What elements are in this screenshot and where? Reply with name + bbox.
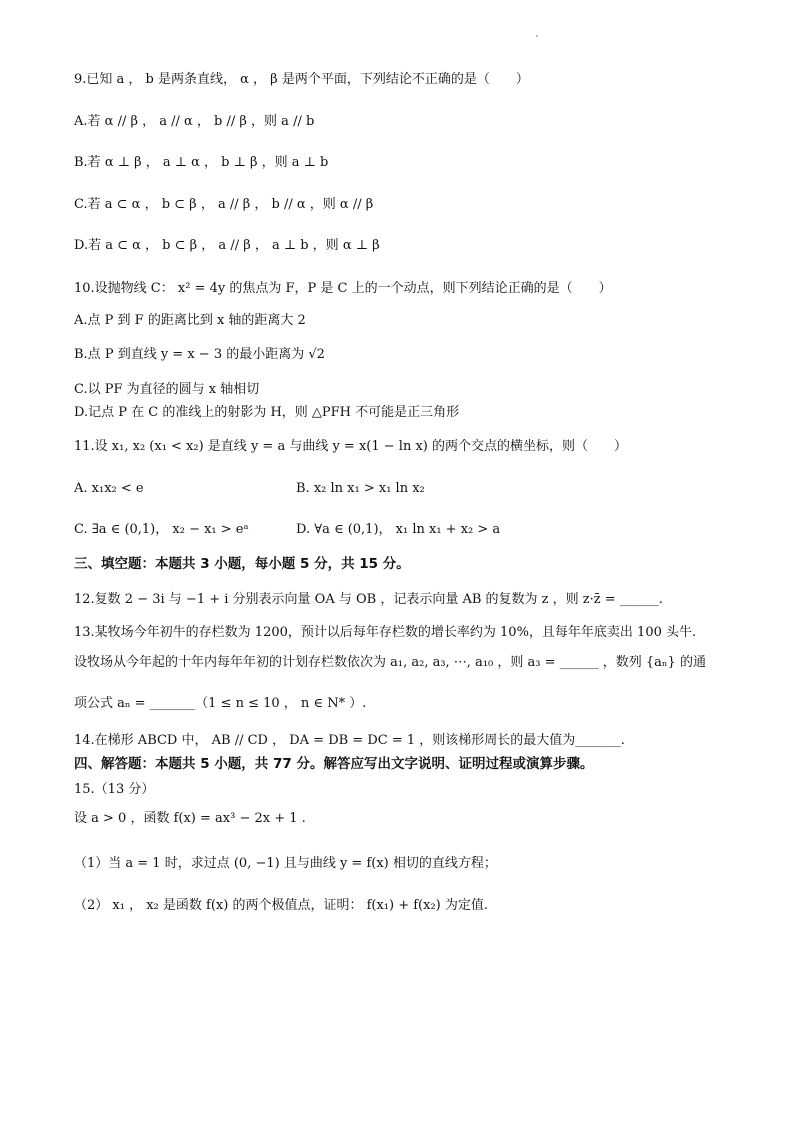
q14-text: 14.在梯形 ABCD 中， AB // CD ， DA = DB = DC = 1 ，则该梯形周长的最大值为_______. bbox=[74, 733, 625, 748]
section-fill-in-heading: 三、填空题：本题共 3 小题，每小题 5 分，共 15 分。 bbox=[74, 556, 410, 572]
q11-stem: 11.设 x₁, x₂ (x₁ < x₂) 是直线 y = a 与曲线 y = x(1 − ln x) 的两个交点的横坐标，则（ ） bbox=[74, 439, 627, 454]
q9-option-a: A.若 α // β ， a // α ， b // β ，则 a // b bbox=[74, 114, 315, 129]
section-solution-heading: 四、解答题：本题共 5 小题，共 77 分。解答应写出文字说明、证明过程或演算步骤。 bbox=[74, 756, 594, 772]
q10-option-d: D.记点 P 在 C 的准线上的射影为 H，则 △PFH 不可能是正三角形 bbox=[74, 405, 460, 420]
q15-header: 15.（13 分） bbox=[74, 782, 155, 797]
q13-line1: 13.某牧场今年初牛的存栏数为 1200，预计以后每年存栏数的增长率约为 10%，且每年年底卖出 100 头牛. bbox=[74, 625, 697, 640]
q10-option-c: C.以 PF 为直径的圆与 x 轴相切 bbox=[74, 382, 260, 397]
q15-part1: （1）当 a = 1 时，求过点 (0, −1) 且与曲线 y = f(x) 相切的直线方程； bbox=[74, 856, 497, 871]
q12-text: 12.复数 2 − 3i 与 −1 + i 分别表示向量 OA 与 OB ，记表示向量 AB 的复数为 z ，则 z·z̄ = ______. bbox=[74, 592, 663, 607]
q10-stem: 10.设抛物线 C： x² = 4y 的焦点为 F，P 是 C 上的一个动点，则下列结论正确的是（ ） bbox=[74, 281, 612, 296]
q10-option-a: A.点 P 到 F 的距离比到 x 轴的距离大 2 bbox=[74, 313, 306, 328]
q13-line3: 项公式 aₙ = _______（1 ≤ n ≤ 10 ， n ∈ N* ）. bbox=[74, 696, 367, 711]
q10-option-b: B.点 P 到直线 y = x − 3 的最小距离为 √2 bbox=[74, 347, 325, 362]
q9-option-c: C.若 a ⊂ α ， b ⊂ β ， a // β ， b // α ，则 α // β bbox=[74, 197, 374, 212]
q9-stem: 9.已知 a ， b 是两条直线， α ， β 是两个平面，下列结论不正确的是（ ） bbox=[74, 72, 529, 87]
q15-part2: （2） x₁ ， x₂ 是函数 f(x) 的两个极值点，证明： f(x₁) + f(x₂) 为定值. bbox=[74, 898, 488, 913]
q11-option-d: D. ∀a ∈ (0,1)， x₁ ln x₁ + x₂ > a bbox=[296, 522, 501, 537]
q9-option-d: D.若 a ⊂ α ， b ⊂ β ， a // β ， a ⊥ b ，则 α ⊥ β bbox=[74, 238, 380, 253]
scan-dot bbox=[536, 35, 538, 37]
q11-option-a: A. x₁x₂ < e bbox=[74, 481, 144, 496]
q9-option-b: B.若 α ⊥ β ， a ⊥ α ， b ⊥ β ，则 a ⊥ b bbox=[74, 155, 329, 170]
q11-option-c: C. ∃a ∈ (0,1)， x₂ − x₁ > eᵃ bbox=[74, 522, 249, 537]
q15-given: 设 a > 0 ，函数 f(x) = ax³ − 2x + 1 . bbox=[74, 811, 306, 826]
q11-option-b: B. x₂ ln x₁ > x₁ ln x₂ bbox=[296, 481, 425, 496]
q13-line2: 设牧场从今年起的十年内每年年初的计划存栏数依次为 a₁, a₂, a₃, ⋯, a₁₀ ，则 a₃ = ______ ，数列 {aₙ} 的通 bbox=[74, 655, 706, 670]
